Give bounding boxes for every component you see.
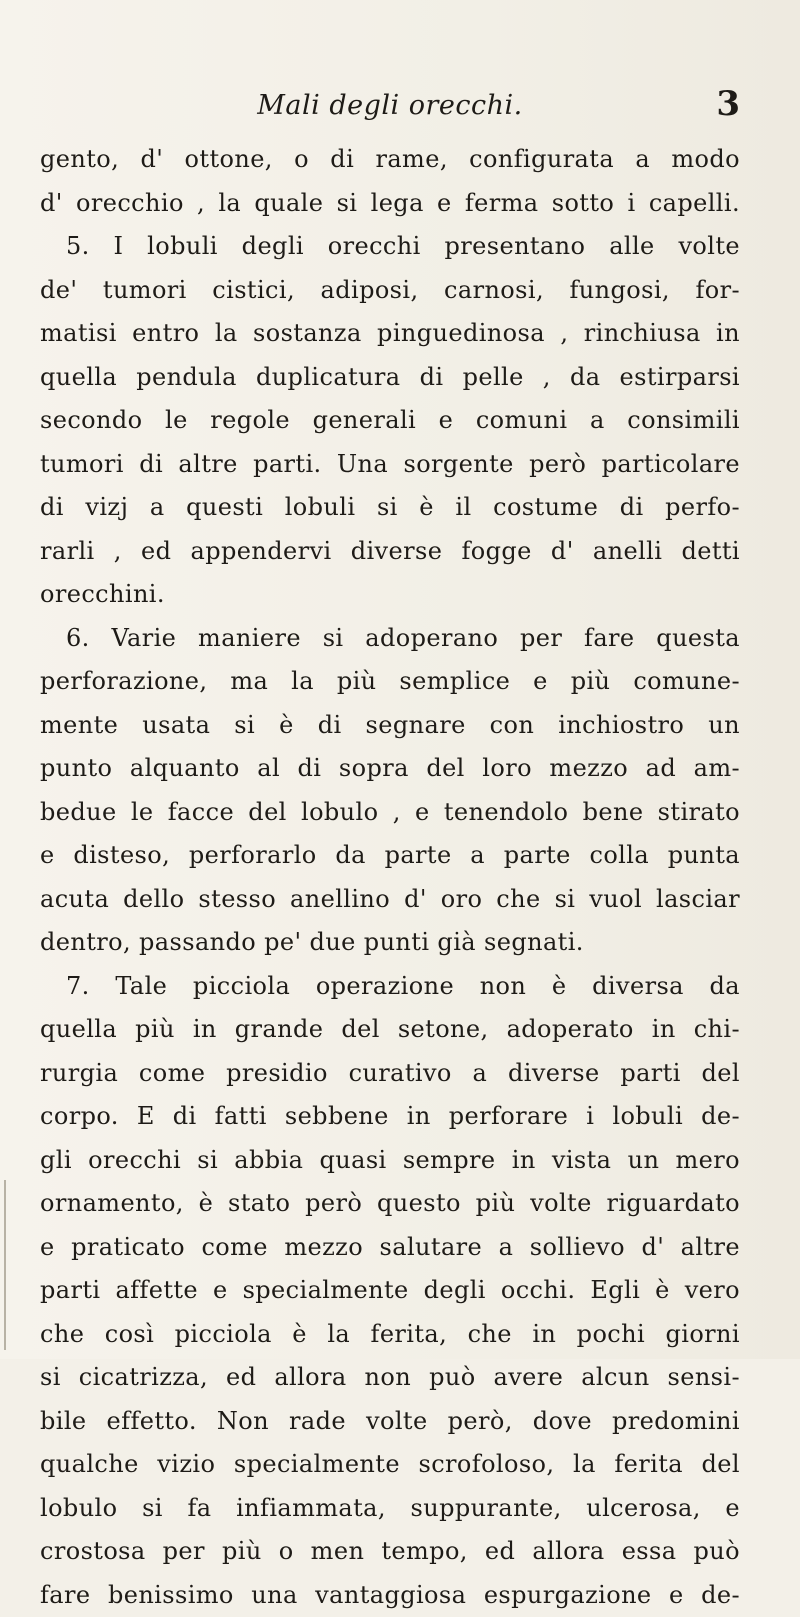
paragraph-start-line: 6. Varie maniere si adoperano per fare questa xyxy=(40,617,740,661)
text-line: bile effetto. Non rade volte però, dove predomini xyxy=(40,1400,740,1444)
paragraph-start-line: 5. I lobuli degli orecchi presentano alle volte xyxy=(40,225,740,269)
body-text xyxy=(40,138,740,1617)
text-line: mente usata si è di segnare con inchiostro un xyxy=(40,704,740,748)
text-line: qualche vizio specialmente scrofoloso, la ferita del xyxy=(40,1443,740,1487)
text-line: d' orecchio , la quale si lega e ferma sotto i capelli. xyxy=(40,182,740,226)
text-line: tumori di altre parti. Una sorgente però particolare xyxy=(40,443,740,487)
text-line: fare benissimo una vantaggiosa espurgazione e de- xyxy=(40,1574,740,1617)
text-line: che così picciola è la ferita, che in pochi giorni xyxy=(40,1313,740,1357)
paragraph-start-line: 7. Tale picciola operazione non è diversa da xyxy=(40,965,740,1009)
text-line: di vizj a questi lobuli si è il costume di perfo- xyxy=(40,486,740,530)
text-line: quella pendula duplicatura di pelle , da estirparsi xyxy=(40,356,740,400)
text-line: e praticato come mezzo salutare a sollievo d' altre xyxy=(40,1226,740,1270)
paragraph-end-line: dentro, passando pe' due punti già segnati. xyxy=(40,921,740,965)
text-line: ornamento, è stato però questo più volte riguardato xyxy=(40,1182,740,1226)
text-line: corpo. E di fatti sebbene in perforare i lobuli de- xyxy=(40,1095,740,1139)
page-number: 3 xyxy=(716,84,740,124)
text-line: rarli , ed appendervi diverse fogge d' anelli detti xyxy=(40,530,740,574)
text-line: de' tumori cistici, adiposi, carnosi, fungosi, for- xyxy=(40,269,740,313)
text-line: acuta dello stesso anellino d' oro che si vuol lasciar xyxy=(40,878,740,922)
text-line: secondo le regole generali e comuni a consimili xyxy=(40,399,740,443)
text-line: quella più in grande del setone, adoperato in chi- xyxy=(40,1008,740,1052)
text-line: gli orecchi si abbia quasi sempre in vista un mero xyxy=(40,1139,740,1183)
text-line: crostosa per più o men tempo, ed allora essa può xyxy=(40,1530,740,1574)
running-head xyxy=(40,86,740,126)
text-line: perforazione, ma la più semplice e più comune- xyxy=(40,660,740,704)
text-line: matisi entro la sostanza pinguedinosa , rinchiusa in xyxy=(40,312,740,356)
text-line: bedue le facce del lobulo , e tenendolo bene stirato xyxy=(40,791,740,835)
text-line: rurgia come presidio curativo a diverse parti del xyxy=(40,1052,740,1096)
running-title: Mali degli orecchi. xyxy=(40,90,740,121)
text-line: punto alquanto al di sopra del loro mezzo ad am- xyxy=(40,747,740,791)
text-line: parti affette e specialmente degli occhi. Egli è vero xyxy=(40,1269,740,1313)
text-line: lobulo si fa infiammata, suppurante, ulcerosa, e xyxy=(40,1487,740,1531)
paragraph-end-line: orecchini. xyxy=(40,573,740,617)
text-line: si cicatrizza, ed allora non può avere alcun sensi- xyxy=(40,1356,740,1400)
page-edge-shadow xyxy=(4,1180,6,1350)
text-line: e disteso, perforarlo da parte a parte colla punta xyxy=(40,834,740,878)
text-line: gento, d' ottone, o di rame, configurata a modo xyxy=(40,138,740,182)
